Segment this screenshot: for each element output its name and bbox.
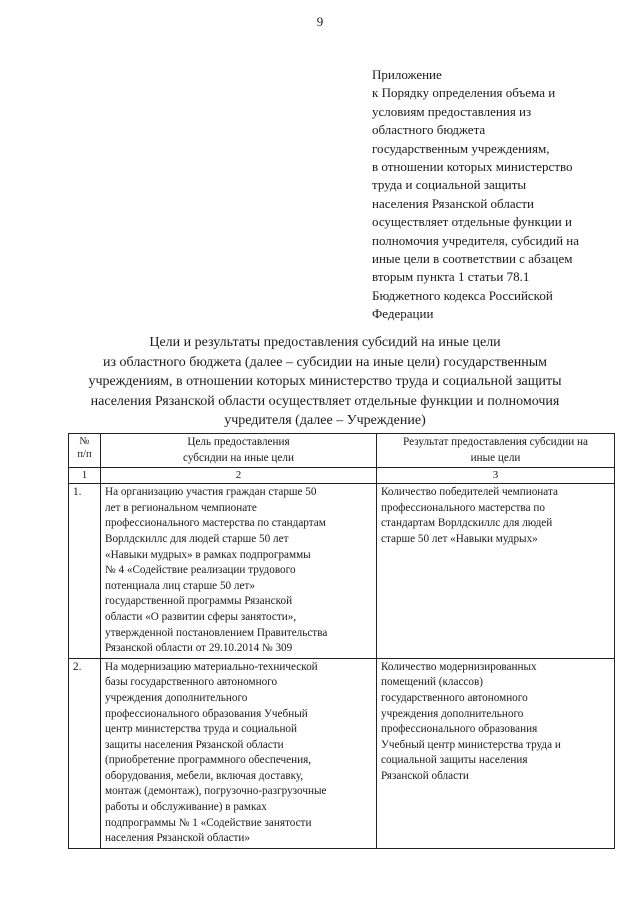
column-number: 2 (101, 468, 377, 484)
goal-line: профессионального образования Учебный (105, 707, 308, 720)
goal-line: профессионального мастерства по стандартам (105, 517, 326, 530)
appendix-line: Федерации (372, 306, 434, 322)
appendix-line: населения Рязанской области (372, 195, 534, 211)
header-number (69, 434, 101, 468)
goal-line: учреждения дополнительного (105, 691, 248, 704)
result-line: профессионального образования (381, 723, 538, 736)
title-line: Цели и результаты предоставления субсидий на иные цели (149, 335, 501, 350)
header-goal-line: Цель предоставления (187, 436, 290, 448)
appendix-line: Бюджетного кодекса Российской (372, 287, 553, 303)
row-number: 1. (69, 484, 101, 659)
appendix-note (372, 66, 622, 324)
appendix-line: в отношении которых министерство (372, 159, 573, 175)
result-line: учреждения дополнительного (381, 707, 524, 720)
column-number-row (69, 468, 615, 484)
appendix-line: полномочия учредителя, субсидий на (372, 232, 579, 248)
goal-line: работы и обслуживание) в рамках (105, 801, 267, 814)
title-line: учредителя (далее – Учреждение) (224, 413, 426, 428)
appendix-line: к Порядку определения объема и (372, 85, 556, 101)
goal-line: подпрограммы № 1 «Содействие занятости (105, 816, 312, 829)
result-cell (377, 658, 615, 848)
header-goal-line: субсидии на иные цели (183, 451, 294, 464)
goal-line: На организацию участия граждан старше 50 (105, 486, 317, 499)
goal-line: «Навыки мудрых» в рамках подпрограммы (105, 548, 311, 561)
goal-line: населения Рязанской области» (105, 832, 250, 845)
title-line: населения Рязанской области осуществляет отдельные функции и полномочия (90, 393, 560, 409)
goal-line: центр министерства труда и социальной (105, 723, 298, 736)
header-result-line: Результат предоставления субсидии на (403, 436, 588, 448)
goal-line: потенциала лиц старше 50 лет» (105, 579, 255, 592)
result-line: старше 50 лет «Навыки мудрых» (381, 532, 538, 545)
appendix-line: осуществляет отдельные функции и (372, 214, 572, 230)
table-row (69, 484, 615, 659)
goal-cell (101, 484, 377, 659)
page-number: 9 (316, 14, 324, 29)
goal-line: Ворлдскиллс для людей старше 50 лет (105, 532, 289, 545)
appendix-line: условиям предоставления из (372, 103, 532, 119)
appendix-line: труда и социальной защиты (372, 177, 527, 193)
goal-line: (приобретение программного обеспечения, (105, 754, 312, 767)
goal-line: монтаж (демонтаж), погрузочно-разгрузочные (105, 785, 327, 798)
row-number: 2. (69, 658, 101, 848)
title-line: из областного бюджета (далее – субсидии на иные цели) государственным (103, 354, 547, 370)
result-line: стандартам Ворлдскиллс для людей (381, 517, 553, 530)
appendix-line: иные цели в соответствии с абзацем (372, 251, 573, 267)
goal-line: утвержденной постановлением Правительства (105, 626, 328, 639)
header-number-line: № (79, 436, 90, 447)
result-line: государственного автономного (381, 691, 528, 704)
goal-line: государственной программы Рязанской (105, 595, 293, 608)
result-line: помещений (классов) (381, 676, 483, 689)
appendix-line: государственным учреждениям, (372, 140, 550, 156)
column-number: 3 (377, 468, 615, 484)
goal-line: № 4 «Содействие реализации трудового (105, 564, 296, 577)
goal-line: защиты населения Рязанской области (105, 738, 284, 751)
result-line: Количество победителей чемпионата (381, 486, 558, 499)
result-line: Рязанской области (381, 769, 469, 782)
result-line: профессионального мастерства по (381, 501, 545, 514)
table-row (69, 658, 615, 848)
result-cell (377, 484, 615, 659)
goal-line: На модернизацию материально-технической (105, 660, 318, 673)
result-line: Учебный центр министерства труда и (381, 738, 561, 751)
header-result-line: иные цели (470, 451, 521, 464)
header-number-line: п/п (77, 449, 92, 460)
goals-results-table (68, 433, 615, 849)
result-line: Количество модернизированных (381, 660, 537, 673)
title-line: учреждениям, в отношении которых министерство труда и социальной защиты (88, 374, 562, 389)
column-number: 1 (69, 468, 101, 484)
appendix-line: Приложение (372, 67, 442, 82)
goal-line: оборудования, мебели, включая доставку, (105, 769, 304, 782)
table-header-row (69, 434, 615, 468)
goal-line: Рязанской области от 29.10.2014 № 309 (105, 642, 293, 655)
document-title (40, 333, 610, 431)
header-goal (101, 434, 377, 468)
goal-line: лет в региональном чемпионате (105, 501, 257, 514)
appendix-line: вторым пункта 1 статьи 78.1 (372, 269, 530, 285)
result-line: социальной защиты населения (381, 754, 528, 767)
goal-line: базы государственного автономного (105, 676, 278, 689)
goal-cell (101, 658, 377, 848)
header-result (377, 434, 615, 468)
goal-line: области «О развитии сферы занятости», (105, 610, 297, 623)
appendix-line: областного бюджета (372, 122, 486, 138)
